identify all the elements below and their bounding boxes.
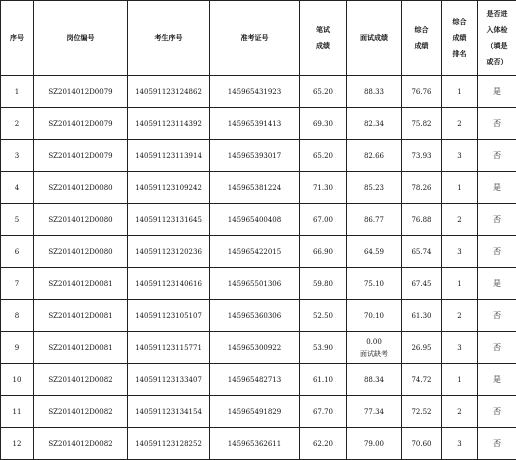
cell-candidate-no: 140591123140616 (128, 268, 210, 300)
cell-interview: 86.77 (347, 204, 402, 236)
header-physical-line4: 或否） (478, 54, 516, 70)
cell-seq: 7 (1, 268, 34, 300)
cell-total: 74.72 (402, 364, 442, 396)
cell-candidate-no: 140591123114392 (128, 108, 210, 140)
header-seq: 序号 (1, 1, 34, 76)
cell-total: 67.45 (402, 268, 442, 300)
cell-physical: 否 (478, 204, 516, 236)
cell-physical: 否 (478, 428, 516, 460)
cell-physical: 是 (478, 172, 516, 204)
cell-written: 52.50 (300, 300, 347, 332)
table-row (1, 364, 516, 396)
cell-physical: 否 (478, 396, 516, 428)
cell-post-code: SZ2014012D0082 (34, 396, 128, 428)
cell-interview: 75.10 (347, 268, 402, 300)
cell-rank: 1 (442, 268, 478, 300)
header-rank (442, 1, 478, 76)
cell-written: 53.90 (300, 332, 347, 364)
cell-rank: 3 (442, 236, 478, 268)
cell-written: 65.20 (300, 76, 347, 108)
cell-post-code: SZ2014012D0081 (34, 268, 128, 300)
cell-written: 59.80 (300, 268, 347, 300)
table-row (1, 300, 516, 332)
cell-seq: 8 (1, 300, 34, 332)
header-total-score (402, 1, 442, 76)
cell-candidate-no: 140591123133407 (128, 364, 210, 396)
cell-ticket-no: 145965381224 (210, 172, 300, 204)
cell-physical: 是 (478, 76, 516, 108)
cell-candidate-no: 140591123109242 (128, 172, 210, 204)
cell-written: 62.20 (300, 428, 347, 460)
cell-total: 76.76 (402, 76, 442, 108)
cell-total: 75.82 (402, 108, 442, 140)
cell-total: 70.60 (402, 428, 442, 460)
cell-seq: 9 (1, 332, 34, 364)
cell-candidate-no: 140591123105107 (128, 300, 210, 332)
cell-post-code: SZ2014012D0081 (34, 332, 128, 364)
header-physical-exam (478, 1, 516, 76)
table-row (1, 236, 516, 268)
cell-candidate-no: 140591123128252 (128, 428, 210, 460)
cell-interview (347, 332, 402, 364)
cell-rank: 2 (442, 204, 478, 236)
cell-post-code: SZ2014012D0081 (34, 300, 128, 332)
header-rank-line3: 排名 (442, 46, 477, 62)
cell-written: 67.00 (300, 204, 347, 236)
cell-ticket-no: 145965482713 (210, 364, 300, 396)
cell-physical: 是 (478, 268, 516, 300)
cell-rank: 2 (442, 300, 478, 332)
cell-written: 61.10 (300, 364, 347, 396)
table-row (1, 268, 516, 300)
cell-rank: 1 (442, 172, 478, 204)
cell-interview: 85.23 (347, 172, 402, 204)
cell-seq: 1 (1, 76, 34, 108)
table-row (1, 140, 516, 172)
cell-seq: 11 (1, 396, 34, 428)
header-ticket-no: 准考证号 (210, 1, 300, 76)
cell-ticket-no: 145965422015 (210, 236, 300, 268)
header-total-line2: 成绩 (402, 38, 441, 54)
cell-written: 65.20 (300, 140, 347, 172)
cell-interview: 82.34 (347, 108, 402, 140)
cell-post-code: SZ2014012D0080 (34, 204, 128, 236)
cell-total: 78.26 (402, 172, 442, 204)
cell-total: 72.52 (402, 396, 442, 428)
cell-written: 66.90 (300, 236, 347, 268)
table-row (1, 108, 516, 140)
cell-rank: 3 (442, 332, 478, 364)
cell-post-code: SZ2014012D0080 (34, 236, 128, 268)
interview-absent-note: 面试缺考 (347, 348, 401, 360)
cell-post-code: SZ2014012D0082 (34, 428, 128, 460)
cell-physical: 是 (478, 364, 516, 396)
table-row (1, 172, 516, 204)
cell-ticket-no: 145965400408 (210, 204, 300, 236)
cell-interview: 70.10 (347, 300, 402, 332)
cell-physical: 否 (478, 332, 516, 364)
cell-ticket-no: 145965393017 (210, 140, 300, 172)
cell-seq: 3 (1, 140, 34, 172)
cell-seq: 5 (1, 204, 34, 236)
header-physical-line1: 是否进 (478, 6, 516, 22)
cell-total: 61.30 (402, 300, 442, 332)
header-written-line1: 笔试 (300, 22, 346, 38)
header-rank-line2: 成绩 (442, 30, 477, 46)
cell-rank: 2 (442, 108, 478, 140)
header-rank-line1: 综合 (442, 14, 477, 30)
cell-candidate-no: 140591123115771 (128, 332, 210, 364)
cell-interview: 82.66 (347, 140, 402, 172)
cell-seq: 2 (1, 108, 34, 140)
cell-post-code: SZ2014012D0079 (34, 108, 128, 140)
table-row (1, 332, 516, 364)
table-row (1, 76, 516, 108)
cell-interview: 88.33 (347, 76, 402, 108)
cell-post-code: SZ2014012D0079 (34, 76, 128, 108)
cell-post-code: SZ2014012D0080 (34, 172, 128, 204)
header-total-line1: 综合 (402, 22, 441, 38)
cell-seq: 6 (1, 236, 34, 268)
cell-ticket-no: 145965391413 (210, 108, 300, 140)
header-physical-line2: 入体检 (478, 22, 516, 38)
cell-ticket-no: 145965491829 (210, 396, 300, 428)
cell-candidate-no: 140591123131645 (128, 204, 210, 236)
cell-total: 73.93 (402, 140, 442, 172)
cell-ticket-no: 145965360306 (210, 300, 300, 332)
cell-rank: 3 (442, 140, 478, 172)
cell-post-code: SZ2014012D0079 (34, 140, 128, 172)
header-physical-line3: （填是 (478, 38, 516, 54)
cell-total: 26.95 (402, 332, 442, 364)
cell-interview: 77.34 (347, 396, 402, 428)
header-written-score (300, 1, 347, 76)
cell-seq: 12 (1, 428, 34, 460)
table-row (1, 396, 516, 428)
cell-written: 69.30 (300, 108, 347, 140)
cell-candidate-no: 140591123134154 (128, 396, 210, 428)
cell-rank: 1 (442, 76, 478, 108)
cell-physical: 否 (478, 300, 516, 332)
header-post-code: 岗位编号 (34, 1, 128, 76)
cell-total: 76.88 (402, 204, 442, 236)
interview-score-value: 0.00 (347, 336, 401, 348)
header-interview-score: 面试成绩 (347, 1, 402, 76)
table-row (1, 204, 516, 236)
header-candidate-no: 考生序号 (128, 1, 210, 76)
cell-interview: 88.34 (347, 364, 402, 396)
cell-written: 71.30 (300, 172, 347, 204)
cell-total: 65.74 (402, 236, 442, 268)
cell-ticket-no: 145965431923 (210, 76, 300, 108)
cell-post-code: SZ2014012D0082 (34, 364, 128, 396)
cell-interview: 64.59 (347, 236, 402, 268)
cell-ticket-no: 145965362611 (210, 428, 300, 460)
cell-seq: 4 (1, 172, 34, 204)
cell-physical: 否 (478, 140, 516, 172)
cell-ticket-no: 145965300922 (210, 332, 300, 364)
cell-candidate-no: 140591123120236 (128, 236, 210, 268)
cell-rank: 2 (442, 396, 478, 428)
cell-physical: 否 (478, 108, 516, 140)
cell-physical: 否 (478, 236, 516, 268)
cell-seq: 10 (1, 364, 34, 396)
cell-ticket-no: 145965501306 (210, 268, 300, 300)
cell-rank: 3 (442, 428, 478, 460)
cell-interview: 79.00 (347, 428, 402, 460)
cell-candidate-no: 140591123113914 (128, 140, 210, 172)
cell-written: 67.70 (300, 396, 347, 428)
cell-candidate-no: 140591123124862 (128, 76, 210, 108)
cell-rank: 1 (442, 364, 478, 396)
header-written-line2: 成绩 (300, 38, 346, 54)
header-row (1, 1, 516, 76)
